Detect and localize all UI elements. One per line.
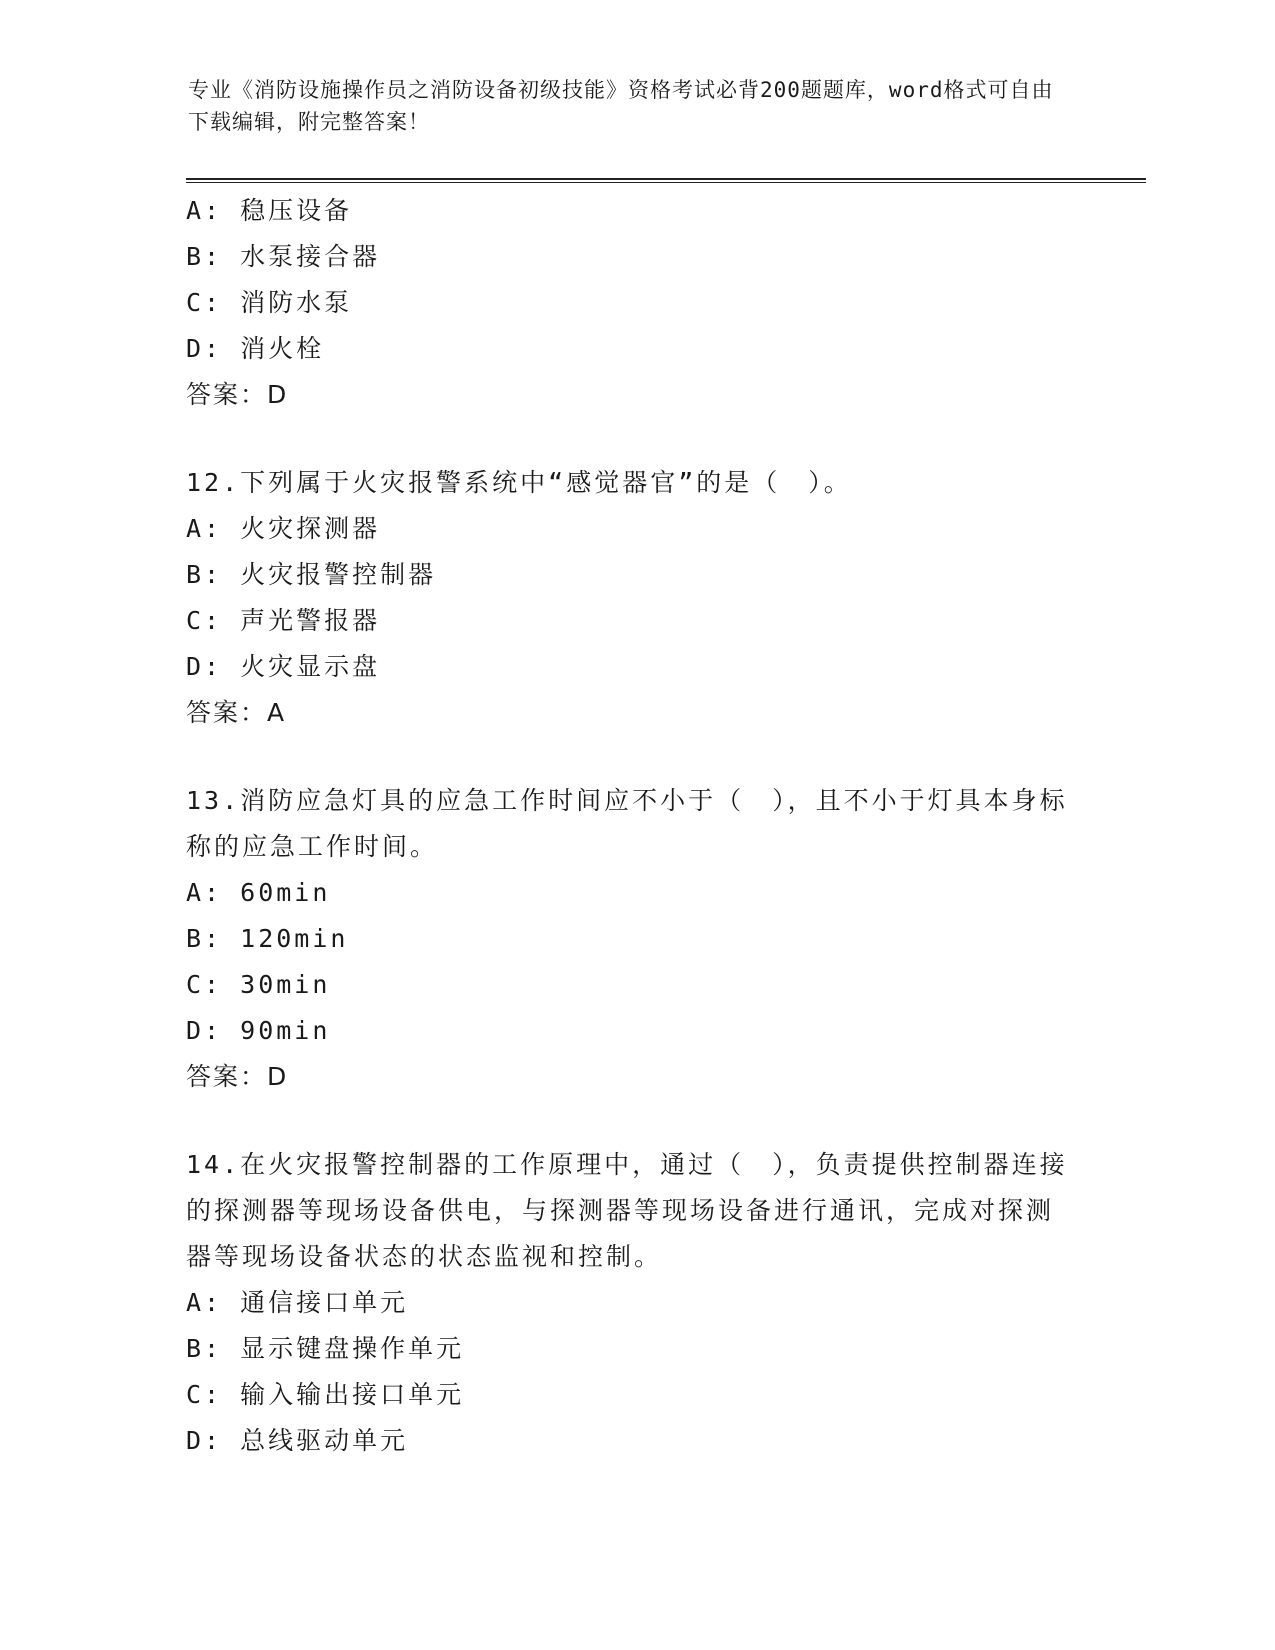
option-c: C: 30min bbox=[186, 970, 331, 999]
option-a: A: 稳压设备 bbox=[186, 196, 353, 225]
answer-line: 答案：A bbox=[186, 698, 287, 727]
answer-line: 答案：D bbox=[186, 1062, 289, 1091]
question-12 bbox=[186, 460, 1086, 736]
option-c: C: 输入输出接口单元 bbox=[186, 1380, 465, 1409]
question-11-partial bbox=[186, 188, 1086, 418]
option-d: D: 总线驱动单元 bbox=[186, 1426, 409, 1455]
answer-line: 答案：D bbox=[186, 380, 289, 409]
header-rule-thick bbox=[186, 178, 1146, 180]
spacer bbox=[186, 418, 1086, 460]
spacer bbox=[186, 1100, 1086, 1142]
question-stem: 12.下列属于火灾报警系统中“感觉器官”的是（ ）。 bbox=[186, 468, 852, 497]
option-a: A: 火灾探测器 bbox=[186, 514, 381, 543]
option-a: A: 60min bbox=[186, 878, 331, 907]
question-stem: 14.在火灾报警控制器的工作原理中，通过（ ），负责提供控制器连接的探测器等现场设备供电，与探测器等现场设备进行通讯，完成对探测器等现场设备状态的状态监视和控制。 bbox=[186, 1150, 1068, 1271]
option-a: A: 通信接口单元 bbox=[186, 1288, 409, 1317]
question-14 bbox=[186, 1142, 1086, 1464]
header-rule-thin bbox=[186, 182, 1146, 183]
question-list bbox=[186, 188, 1086, 1464]
option-b: B: 显示键盘操作单元 bbox=[186, 1334, 465, 1363]
option-d: D: 火灾显示盘 bbox=[186, 652, 381, 681]
option-d: D: 消火栓 bbox=[186, 334, 325, 363]
document-header: 专业《消防设施操作员之消防设备初级技能》资格考试必背200题题库，word格式可自由下载编辑，附完整答案！ bbox=[188, 78, 1054, 134]
option-b: B: 120min bbox=[186, 924, 349, 953]
question-13 bbox=[186, 778, 1086, 1100]
option-b: B: 火灾报警控制器 bbox=[186, 560, 437, 589]
option-d: D: 90min bbox=[186, 1016, 331, 1045]
spacer bbox=[186, 736, 1086, 778]
question-stem: 13.消防应急灯具的应急工作时间应不小于（ ），且不小于灯具本身标称的应急工作时间。 bbox=[186, 786, 1068, 861]
option-b: B: 水泵接合器 bbox=[186, 242, 381, 271]
option-c: C: 消防水泵 bbox=[186, 288, 353, 317]
option-c: C: 声光警报器 bbox=[186, 606, 381, 635]
